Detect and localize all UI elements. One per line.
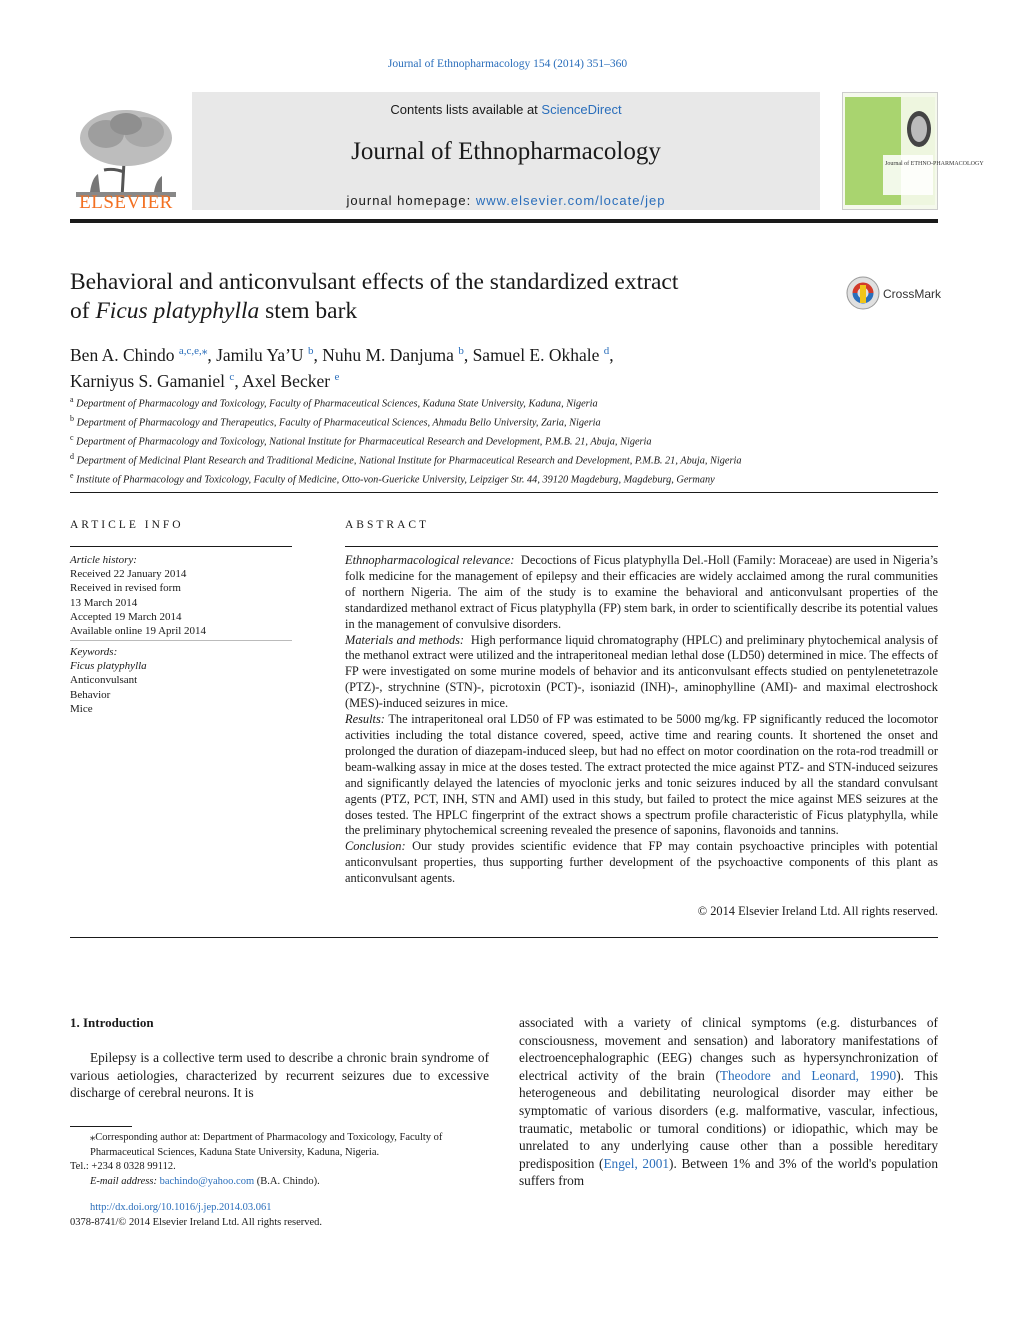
homepage-link[interactable]: www.elsevier.com/locate/jep	[475, 193, 666, 208]
crossmark-badge[interactable]	[845, 275, 945, 311]
email-note: E-mail address: bachindo@yahoo.com (B.A. Chindo).	[90, 1175, 320, 1187]
author[interactable]: Axel Becker	[242, 370, 331, 391]
citation-link[interactable]: Theodore and Leonard, 1990	[719, 1067, 897, 1083]
history-item: Received in revised form	[70, 582, 181, 595]
intro-right-column	[519, 1014, 938, 1190]
journal-header-box	[192, 92, 820, 210]
author[interactable]: Samuel E. Okhale	[472, 344, 600, 365]
author-affil-sup[interactable]: b	[307, 345, 314, 357]
article-info-heading: ARTICLE INFO	[70, 519, 184, 531]
affiliation-item: $^d$ Department of Medicinal Plant Research and Traditional Medicine, National Institute for Pharmaceutical Research and Development, P.M.B. 21, Abuja, Nigeria	[70, 451, 742, 467]
affiliation-item: $^c$ Department of Pharmacology and Toxicology, National Institute for Pharmaceutical Research and Development, P.M.B. 21, Abuja, Nigeria	[70, 432, 652, 448]
intro-paragraph: associated with a variety of clinical symptoms (e.g. disturbances of consciousness, movement and sensation) and laboratory manifestations of electroencephalographic (EEG) changes such as hypersynchronization of electrical activity of the brain (Theodore and Leonard, 1990). This heterogeneous and debilitating neurological disorder may either be symptomatic of various disorders (e.g. malformative, vascular, infectious, traumatic, metabolic or tumoral conditions) or idiopathic, which may be unrelated to any underlying cause other than a possible hereditary predisposition (Engel, 2001). Between 1% and 3% of the world's population suffers from	[519, 1015, 938, 1189]
affiliation-list	[70, 393, 830, 488]
author[interactable]: Karniyus S. Gamaniel	[70, 370, 226, 391]
crossmark-icon	[845, 275, 881, 311]
abstract-relevance: Ethnopharmacological relevance: Decoctions of Ficus platyphylla Del.-Holl (Family: Moraceae) are used in Nigeria’s folk medicine for the management of epilepsy and their efficacies are widely acclaimed among the rural communities of northern Nigeria. The aim of the study is to examine the behavioral and anticonvulsant properties of the standardized methanol extract of Ficus platyphylla (FP) stem bark, in order to scientifically describe its potential values in the management of convulsive disorders.	[345, 553, 938, 631]
title-species: Ficus platyphylla	[95, 298, 260, 324]
intro-left-column	[70, 1049, 489, 1102]
corresponding-mark[interactable]: ⁎	[201, 345, 208, 357]
citation-link[interactable]: Engel, 2001	[603, 1155, 670, 1171]
contents-line	[192, 102, 820, 117]
footnotes	[70, 1131, 489, 1189]
author-affil-sup[interactable]: a,c,e,⁎	[178, 345, 208, 357]
author-affil-sup[interactable]: d	[603, 345, 610, 357]
abstract-results: Results: The intraperitoneal oral LD50 of FP was estimated to be 5000 mg/kg. FP significantly reduced the locomotor activities including the total distance covered, speed, active time and rearing counts. It shortened the onset and prolonged the duration of diazepam-induced sleep, but had no effect on motor coordination on the rota-rod treadmill or beam-walking assay in mice at the doses tested. The extract protected the mice against PTZ- and STN-induced seizures and significantly delayed the latencies of myoclonic jerks and tonic seizures induced by all the standard convulsant agents (PTZ, PCT, INH, STN and AMI) used in this study, but failed to protect the mice against MES seizures at the doses tested. The HPLC fingerprint of the extract shows a spectrum profile characteristic of Ficus platyphylla, while the preliminary phytochemical screening revealed the presence of saponins, flavonoids and tannins.	[345, 712, 939, 838]
keywords-block	[70, 645, 292, 716]
article-info-rule	[70, 546, 292, 547]
author[interactable]: Nuhu M. Danjuma	[322, 344, 454, 365]
title-line-2-prefix: of	[70, 298, 96, 324]
history-item: 13 March 2014	[70, 596, 138, 609]
journal-citation[interactable]: Journal of Ethnopharmacology 154 (2014) 351–360	[387, 58, 628, 70]
corresponding-author-note: ⁎Corresponding author at: Department of Pharmacology and Toxicology, Faculty of Pharmaceutical Sciences, Kaduna State University, Kaduna, Nigeria.	[90, 1132, 443, 1158]
history-item: Received 22 January 2014	[70, 568, 187, 581]
affiliation-item: $^e$ Institute of Pharmacology and Toxicology, Faculty of Medicine, Otto-von-Guericke University, Leipziger Str. 44, 39120 Magdeburg, Magdeburg, Germany	[70, 470, 715, 486]
sciencedirect-link[interactable]: ScienceDirect	[541, 102, 622, 117]
affiliation-item: $^b$ Department of Pharmacology and Therapeutics, Faculty of Pharmaceutical Sciences, Ahmadu Bello University, Zaria, Nigeria	[70, 413, 601, 429]
keyword-item: Anticonvulsant	[70, 674, 138, 687]
publisher-name: ELSEVIER	[79, 192, 173, 213]
homepage-line	[192, 193, 820, 208]
abstract-end-rule	[70, 937, 938, 938]
title-line-2-suffix: stem bark	[259, 298, 358, 324]
abstract-heading: ABSTRACT	[345, 519, 430, 531]
abstract-conclusion: Conclusion: Our study provides scientific evidence that FP may contain psychoactive principles with potential anticonvulsant properties, thus supporting further development of the psychoactive components of this plant as anticonvulsant agents.	[345, 839, 938, 886]
abstract-copyright: © 2014 Elsevier Ireland Ltd. All rights reserved.	[697, 904, 938, 918]
history-item: Accepted 19 March 2014	[70, 610, 182, 623]
footnote-rule	[70, 1126, 132, 1127]
author[interactable]: Jamilu Ya’U	[216, 344, 304, 365]
author-list: Ben A. Chindo $^{a,c,e,⁎}$, Jamilu Ya’U $^b$, Nuhu M. Danjuma $^b$, Samuel E. Okhale $^d$, Karniyus S. Gamaniel $^c$, Axel Becker $^e$	[70, 344, 614, 391]
affiliation-item: $^a$ Department of Pharmacology and Toxicology, Faculty of Pharmaceutical Sciences, Kaduna State University, Kaduna, Nigeria	[70, 395, 598, 410]
article-history	[70, 553, 292, 638]
keyword-item: Mice	[70, 702, 93, 715]
keywords-label: Keywords:	[70, 646, 118, 658]
section-heading-introduction: 1. Introduction	[70, 1015, 154, 1030]
abstract-methods: Materials and methods: High performance liquid chromatography (HPLC) and preliminary phytochemical analysis of the methanol extract were utilized and the intraperitoneal median lethal dose (LD50) determined in mice. The effects of FP were investigated on some murine models of behavior and its anticonvulsant effects studied on pentylenetetrazole (PTZ)-, strychnine (STN)-, picrotoxin (PCT)-, isoniazid (INH)-, aminophylline (AMI)- and maximal electroshock (MES)-induced seizures in mice.	[345, 632, 939, 711]
header-rule	[70, 219, 938, 223]
contents-prefix: Contents lists available at	[390, 102, 542, 117]
journal-masthead	[70, 92, 984, 213]
article-title	[70, 268, 810, 326]
cover-title: Journal of ETHNO-PHARMACOLOGY	[885, 161, 984, 167]
doi-issn-block	[70, 1201, 489, 1230]
history-label: Article history:	[70, 554, 137, 566]
intro-paragraph: Epilepsy is a collective term used to describe a chronic brain syndrome of various aetiologies, characterized by recurrent seizures due to excessive discharge of cerebral neurons. It is	[70, 1050, 489, 1101]
author-affil-sup[interactable]: b	[458, 345, 464, 357]
crossmark-label: CrossMark	[883, 287, 942, 301]
keyword-item: Ficus platyphylla	[70, 660, 147, 673]
homepage-prefix: journal homepage:	[346, 193, 476, 208]
doi-link[interactable]: http://dx.doi.org/10.1016/j.jep.2014.03.061	[90, 1202, 272, 1213]
affiliations-rule	[70, 492, 938, 493]
keywords-rule	[70, 640, 292, 641]
email-link[interactable]: bachindo@yahoo.com	[159, 1175, 255, 1187]
title-line-1: Behavioral and anticonvulsant effects of the standardized extract	[70, 269, 679, 295]
telephone-note: Tel.: +234 8 0328 99112.	[70, 1161, 176, 1172]
history-item: Available online 19 April 2014	[70, 625, 207, 638]
author-affil-sup[interactable]: e	[334, 370, 340, 383]
author-affil-sup[interactable]: c	[229, 370, 235, 383]
journal-cover-thumbnail[interactable]	[842, 92, 984, 210]
author[interactable]: Ben A. Chindo	[70, 344, 175, 365]
keyword-item: Behavior	[70, 688, 111, 701]
journal-name: Journal of Ethnopharmacology	[351, 138, 661, 165]
cover-art-icon	[843, 93, 984, 209]
abstract-body	[345, 553, 938, 887]
issn-line: 0378-8741/© 2014 Elsevier Ireland Ltd. All rights reserved.	[70, 1216, 323, 1228]
abstract-rule	[345, 546, 938, 547]
